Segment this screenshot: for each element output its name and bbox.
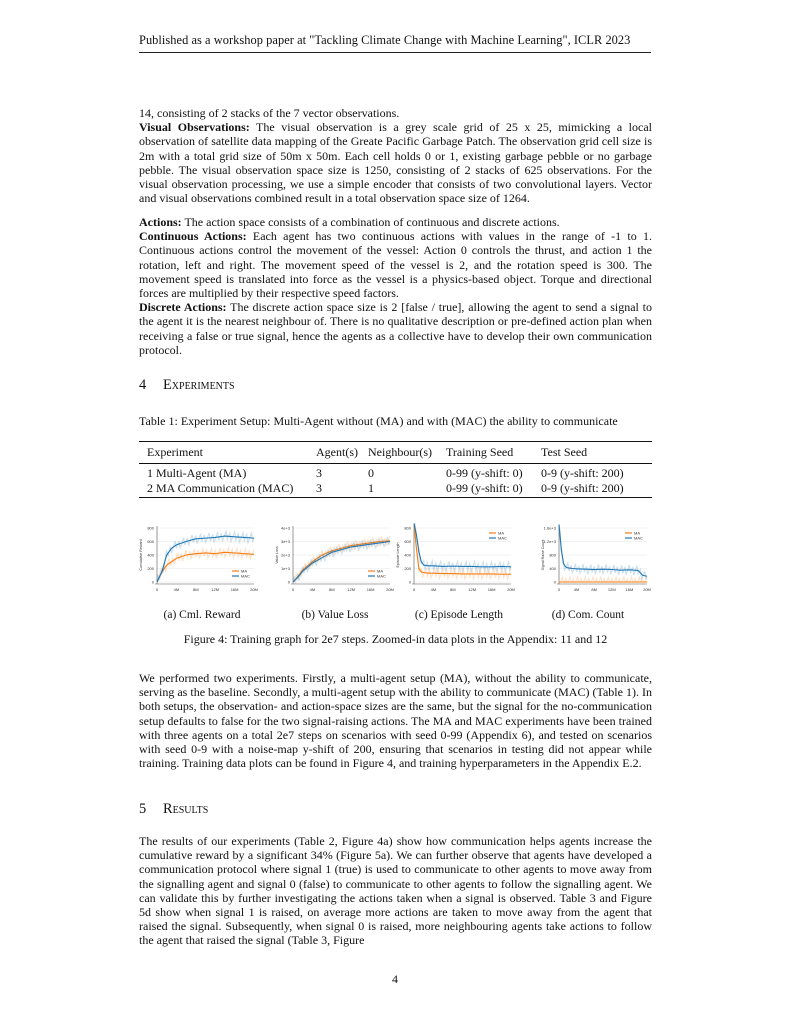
legend-label: MAC (241, 573, 250, 579)
x-tick-label: 20M (643, 587, 651, 592)
subcaption-d: (d) Com. Count (551, 609, 625, 621)
table-cell: 0-99 (y-shift: 0) (446, 481, 523, 495)
y-axis-label: Value Loss (275, 546, 279, 564)
x-tick-label: 16M (366, 587, 375, 592)
section-number: 5 (139, 801, 147, 817)
y-tick-label: 200 (404, 566, 411, 571)
figure-caption: Figure 4: Training graph for 2e7 steps. Zoomed-in data plots in the Appendix: 11 and 12 (183, 632, 608, 646)
subcaption-a: (a) Cml. Reward (163, 609, 241, 621)
table-cell: 3 (316, 466, 322, 480)
y-tick-label: 2e+3 (280, 552, 290, 558)
chart-panel (139, 526, 258, 593)
table-cell: 2 MA Communication (MAC) (147, 481, 294, 495)
y-tick-label: 400 (549, 566, 556, 571)
page-number: 4 (392, 972, 398, 986)
table-cell: 0-9 (y-shift: 200) (541, 466, 624, 480)
visual-observations-text: The visual observation is a grey scale grid of 25 x 25, mimicking a local observation of satellite data mapping of the Greate Pacific Garbage Patch. The observation grid cell size is 2m with a total grid size of 50m x 50m. Each cell holds 0 or 1, existing garbage pebble or no garbage pebble. The visual observation space size is 1250, consisting of 2 stacks of 625 observations. For the visual observation processing, we use a simple encoder that consists of two convolutional layers. Vector and visual observations combined result in a total observation space size of 1264. (139, 120, 653, 206)
y-tick-label: 600 (404, 539, 411, 544)
x-tick-label: 20M (386, 587, 394, 592)
y-tick-label: 0 (287, 579, 290, 585)
table-row (147, 466, 624, 481)
running-header: Published as a workshop paper at "Tackling Climate Change with Machine Learning", ICLR 2023 (139, 33, 631, 47)
x-tick-label: 20M (507, 587, 515, 592)
y-tick-label: 4e+3 (280, 525, 290, 531)
y-tick-label: 0 (553, 579, 556, 585)
x-tick-label: 12M (607, 587, 616, 592)
table-header-row (147, 445, 587, 460)
section-heading-results (139, 801, 208, 818)
y-tick-label: 1e+3 (280, 566, 290, 571)
x-tick-label: 20M (250, 587, 258, 592)
legend-label: MAC (498, 535, 507, 541)
series-line-ma (157, 552, 254, 582)
x-tick-label: 0 (291, 587, 295, 592)
para-visual-observations (139, 120, 652, 205)
figure-4-svg (138, 518, 660, 610)
observation-paragraphs (139, 106, 652, 205)
legend-label: MA (241, 568, 247, 574)
table-top-rule (139, 441, 652, 442)
y-tick-label: 800 (404, 525, 411, 531)
x-tick-label: 12M (468, 587, 477, 592)
table-experiment-setup (147, 445, 587, 460)
x-tick-label: 12M (347, 587, 356, 592)
table-row (147, 481, 624, 496)
x-tick-label: 12M (211, 587, 220, 592)
x-tick-label: 8M (450, 587, 456, 592)
x-tick-label: 16M (230, 587, 239, 592)
y-tick-label: 0 (151, 579, 154, 585)
table-header-cell: Experiment (147, 445, 203, 459)
section-number: 4 (139, 377, 147, 393)
series-noise-band (414, 524, 511, 572)
y-tick-label: 800 (549, 552, 556, 558)
table-caption: Table 1: Experiment Setup: Multi-Agent without (MA) and with (MAC) the ability to communicate (139, 414, 618, 428)
y-tick-label: 400 (147, 552, 154, 558)
table-header-cell: Agent(s) (316, 445, 358, 459)
series-line-mac (414, 524, 511, 567)
x-tick-label: 16M (625, 587, 634, 592)
para-discrete-actions (139, 300, 652, 357)
y-tick-label: 1.2e+3 (543, 539, 556, 544)
header-rule (139, 52, 651, 53)
action-paragraphs (139, 215, 652, 357)
legend-label: MA (498, 530, 504, 536)
continuous-actions-text: Each agent has two continuous actions with values in the range of -1 to 1. Continuous actions control the movement of the vessel: Action 0 controls the thrust, and action 1 the rotation, left and right. The movement speed of the vessel is 2, and the rotation speed is 300. The movement speed is translated into force as the vessel is a physics-based object. Torque and directional forces are multiplied by their respective speed factors. (139, 229, 652, 301)
x-tick-label: 0 (557, 587, 561, 592)
discrete-actions-label: Discrete Actions: (139, 300, 227, 315)
para-actions (139, 215, 652, 229)
figure-4-charts (138, 518, 660, 610)
series-noise-band (293, 536, 390, 582)
table-cell: 1 (368, 481, 374, 495)
table-header-cell: Test Seed (541, 445, 588, 459)
x-tick-label: 16M (487, 587, 496, 592)
discrete-actions-text: The discrete action space size is 2 [false / true], allowing the agent to send a signal to the agent it is the nearest neighbour of. There is no qualitative description or pre-defined action plan when receiving a false or true signal, hence the agents as a collective have to develop their own communication protocol. (139, 300, 652, 357)
chart-panel (275, 526, 394, 593)
y-axis-label: Signal Raise Count (541, 539, 545, 571)
para-vector-continuation: 14, consisting of 2 stacks of the 7 vector observations. (139, 106, 400, 120)
para-results: The results of our experiments (Table 2, Figure 4a) show how communication helps agents increase the cumulative reward by a significant 34% (Figure 5a). We can further observe that agents have developed a communication protocol where signal 1 (true) is used to communicate to other agents to move away from the signalling agent and signal 0 (false) to communicate to other agents to follow the signalling agent. We can validate this by further investigating the actions taken when a signal is observed. Table 3 and Figure 5d show when signal 1 is raised, on average more actions are taken to move away from the agent that raised the signal. Subsequently, when signal 0 is raised, more neighbouring agents take actions to follow the agent that raised the signal (Table 3, Figure (139, 834, 652, 948)
y-axis-label: Episode Length (396, 542, 400, 568)
x-tick-label: 0 (412, 587, 416, 592)
table-mid-rule (139, 463, 652, 464)
y-tick-label: 0 (408, 579, 411, 585)
x-tick-label: 8M (329, 587, 335, 592)
y-tick-label: 1.6e+3 (543, 525, 556, 531)
table-bottom-rule (139, 497, 652, 498)
legend-label: MA (634, 530, 640, 536)
series-noise-band (559, 577, 647, 582)
y-tick-label: 800 (147, 525, 154, 531)
x-tick-label: 4M (173, 587, 180, 592)
visual-observations-label: Visual Observations: (139, 120, 250, 135)
table-header-cell: Neighbour(s) (368, 445, 432, 459)
x-tick-label: 8M (193, 587, 199, 592)
subcaption-c: (c) Episode Length (414, 609, 504, 621)
actions-label: Actions: (139, 215, 182, 229)
subcaption-b: (b) Value Loss (301, 609, 369, 621)
table-cell: 0-99 (y-shift: 0) (446, 466, 523, 480)
y-tick-label: 200 (147, 566, 154, 571)
table-header-cell: Training Seed (446, 445, 514, 459)
series-noise-band (157, 531, 254, 580)
section-heading-experiments (139, 377, 235, 394)
section-title: Experiments (163, 377, 235, 393)
legend-label: MAC (634, 535, 643, 541)
x-tick-label: 4M (573, 587, 580, 592)
table-cell: 0-9 (y-shift: 200) (541, 481, 624, 495)
section-title: Results (163, 801, 209, 817)
table-cell: 1 Multi-Agent (MA) (147, 466, 247, 480)
table-body (147, 466, 624, 496)
chart-panel (396, 524, 515, 592)
y-tick-label: 400 (404, 552, 411, 558)
x-tick-label: 0 (155, 587, 159, 592)
x-tick-label: 8M (591, 587, 597, 592)
x-tick-label: 4M (430, 587, 437, 592)
para-continuous-actions (139, 229, 652, 300)
y-tick-label: 600 (147, 539, 154, 544)
legend-label: MA (377, 568, 383, 574)
table-cell: 3 (316, 481, 322, 495)
continuous-actions-label: Continuous Actions: (139, 229, 247, 244)
actions-text: The action space consists of a combination of continuous and discrete actions. (181, 215, 560, 229)
table-cell: 0 (368, 466, 374, 480)
legend-label: MAC (377, 573, 386, 579)
y-tick-label: 3e+3 (280, 539, 290, 544)
y-axis-label: Cumulative Reward (139, 539, 143, 571)
chart-panel (541, 524, 651, 592)
x-tick-label: 4M (309, 587, 316, 592)
para-experiments: We performed two experiments. Firstly, a multi-agent setup (MA), without the ability to communicate, serving as the baseline. Secondly, a multi-agent setup with the ability to communicate (MAC) (Table 1). In both setups, the observation- and action-space sizes are the same, but the signal for the no-communication setup defaults to false for the two signal-raising actions. The MA and MAC experiments have been trained with three agents on a total 2e7 steps on scenarios with seed 0-99 (Appendix 6), and tested on scenarios with seed 0-9 with a noise-map y-shift of 200, ensuring that scenarios in testing did not appear while training. Training data plots can be found in Figure 4, and training hyperparameters in the Appendix E.2. (139, 671, 652, 771)
